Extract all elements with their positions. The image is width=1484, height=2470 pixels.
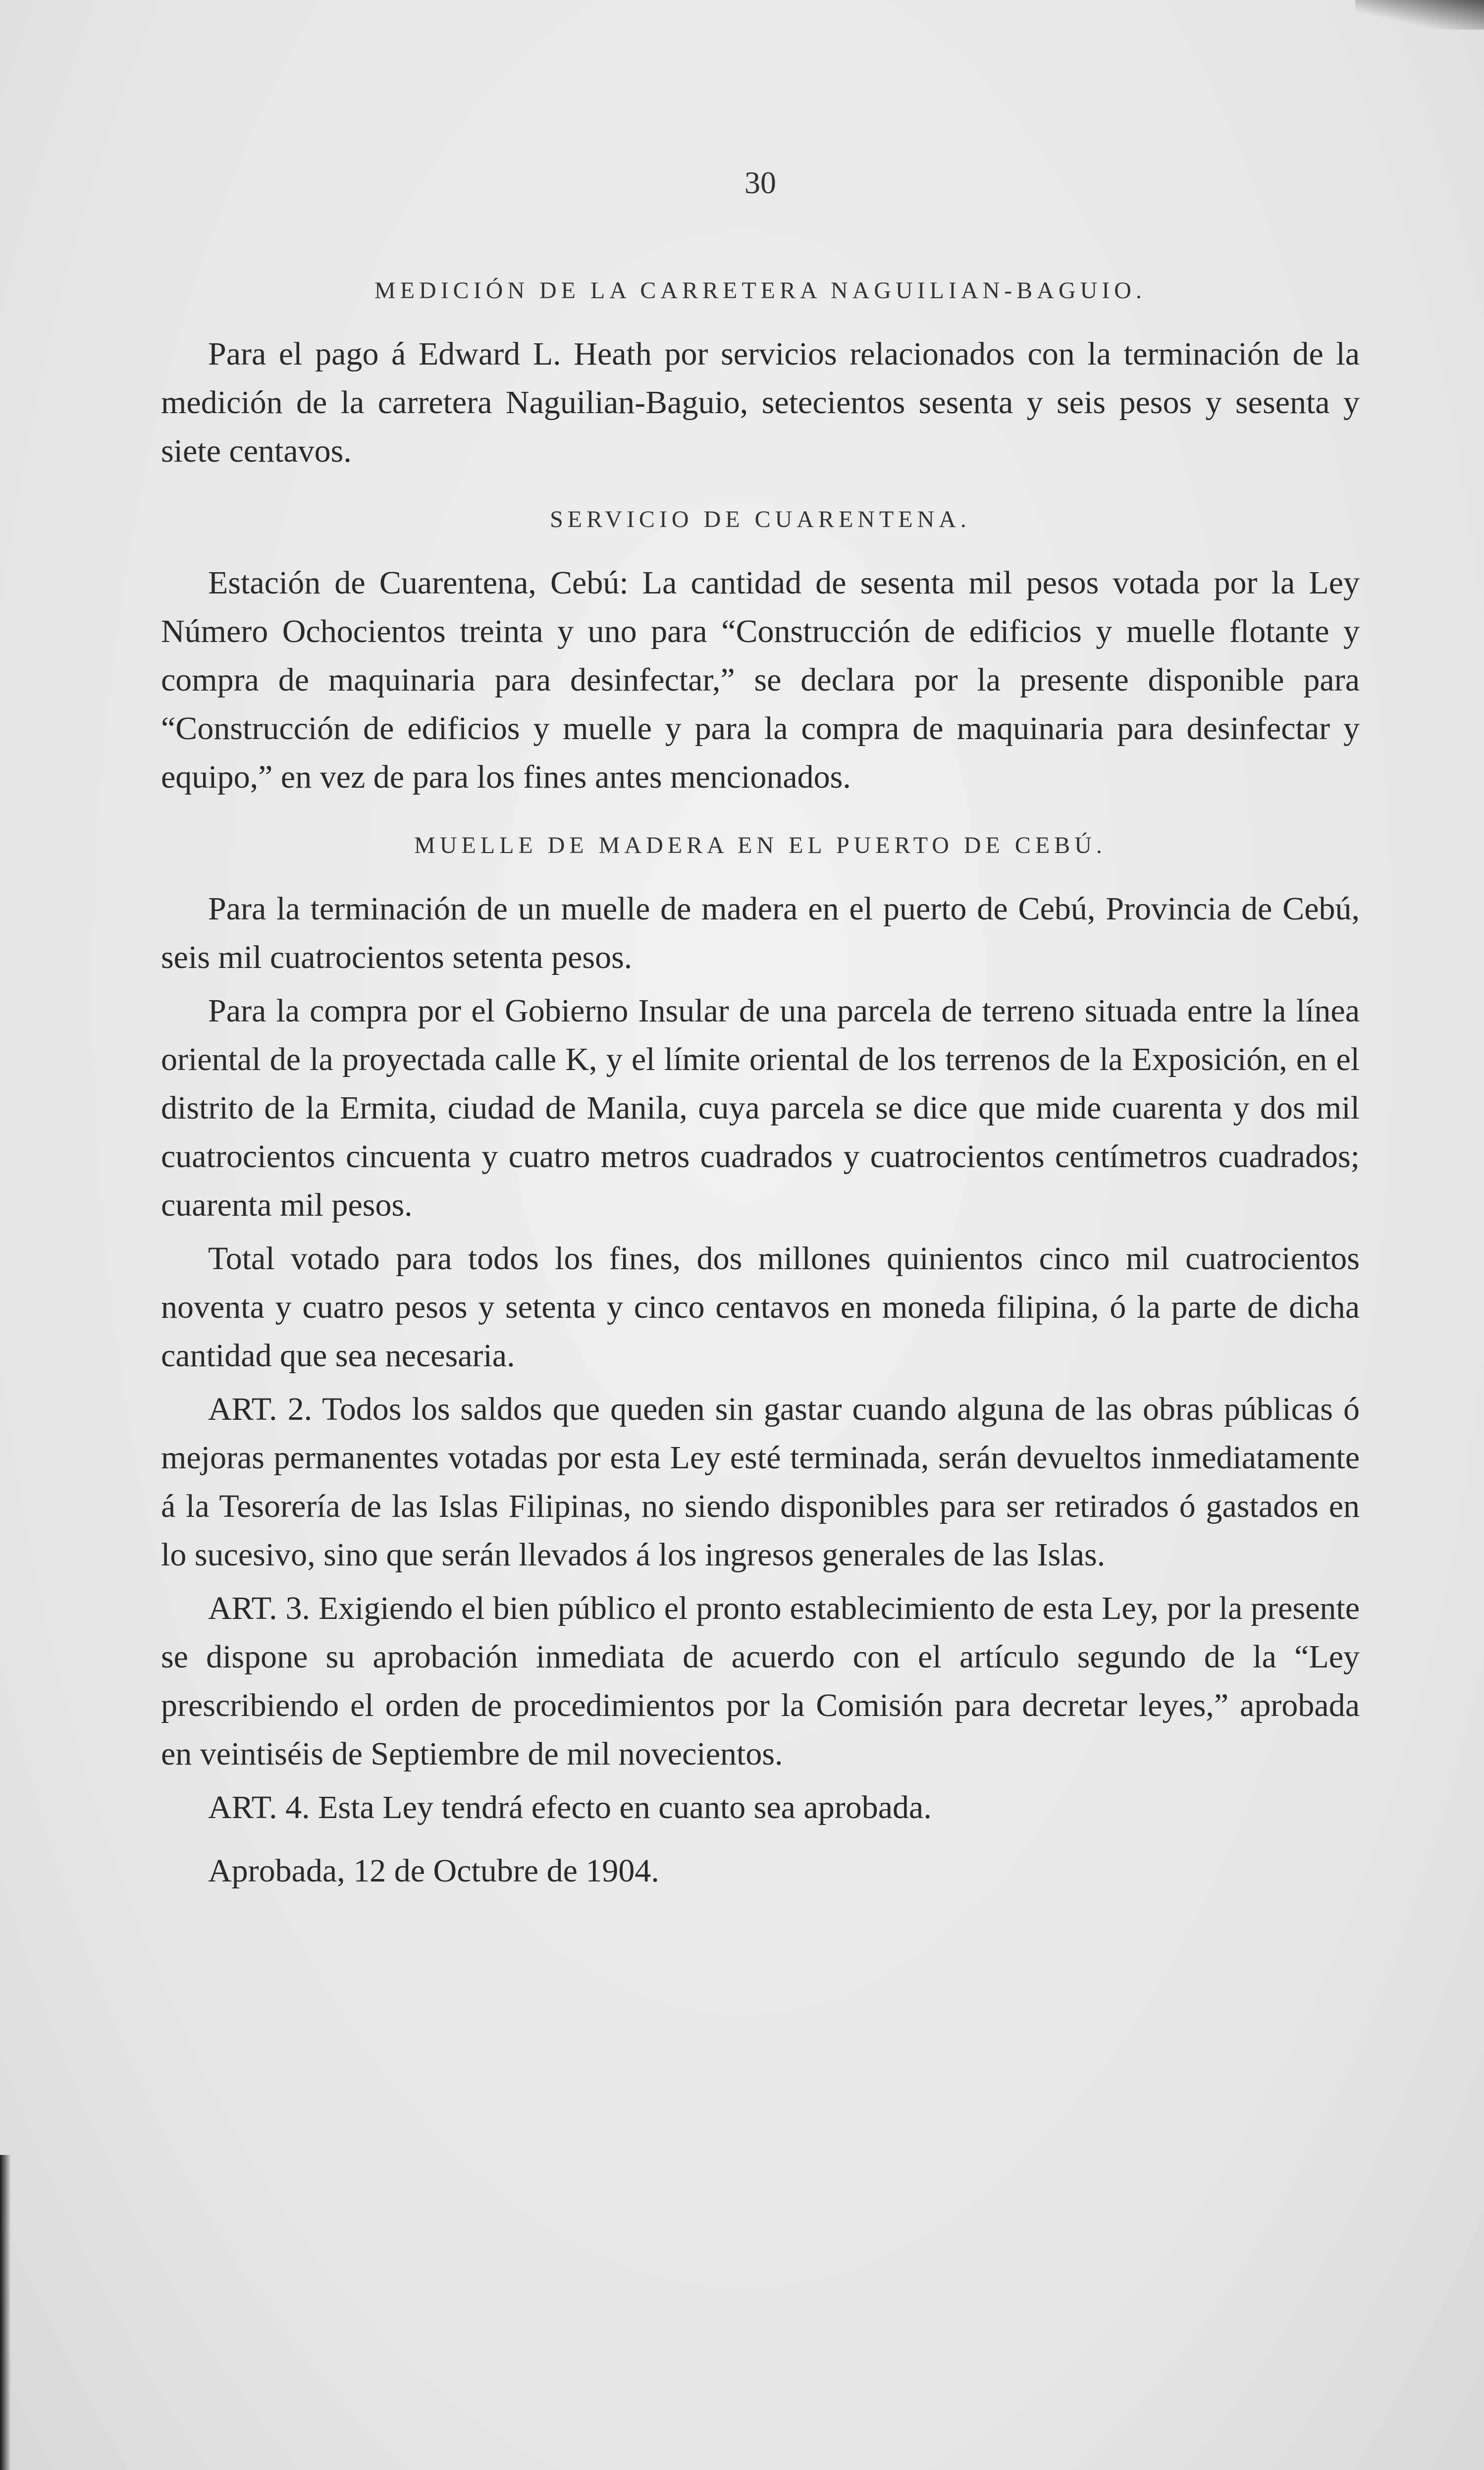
section-heading-muelle: MUELLE DE MADERA EN EL PUERTO DE CEBÚ. (414, 832, 1107, 859)
paragraph-muelle-cebu: Para la terminación de un muelle de madera en el puerto de Cebú, Provincia de Cebú, seis mil cuatrocientos setenta pesos. (161, 891, 1360, 975)
section-heading-carretera: MEDICIÓN DE LA CARRETERA NAGUILIAN-BAGUIO. (374, 277, 1146, 304)
paragraph-estacion-cuarentena: Estación de Cuarentena, Cebú: La cantidad de sesenta mil pesos votada por la Ley Número Ochocientos treinta y uno para “Construcción de edificios y muelle flotante y compra de maquinaria para desinfectar,” se declara por la presente disponible para “Construcción de edificios y muelle y para la compra de maquinaria para desinfectar y equipo,” en vez de para los fines antes mencionados. (161, 565, 1360, 795)
paragraph-fecha-aprobada: Aprobada, 12 de Octubre de 1904. (208, 1853, 659, 1889)
page-content (161, 159, 1360, 1900)
paragraph-total-votado: Total votado para todos los fines, dos millones quinientos cinco mil cuatrocientos noventa y cuatro pesos y setenta y cinco centavos en moneda filipina, ó la parte de dicha cantidad que sea necesaria. (161, 1240, 1360, 1374)
section-heading-cuarentena: SERVICIO DE CUARENTENA. (550, 506, 971, 533)
binding-shadow (0, 2155, 11, 2470)
paragraph-pago-heath: Para el pago á Edward L. Heath por servicios relacionados con la terminación de la medición de la carretera Naguilian-Baguio, setecientos sesenta y seis pesos y sesenta y siete centavos. (161, 336, 1360, 469)
paragraph-articulo-3: ART. 3. Exigiendo el bien público el pronto establecimiento de esta Ley, por la presente se dispone su aprobación inmediata de acuerdo con el artículo segundo de la “Ley prescribiendo el orden de procedimientos por la Comisión para decretar leyes,” aprobada en veintiséis de Septiembre de mil novecientos. (161, 1590, 1360, 1772)
paragraph-parcela-terreno: Para la compra por el Gobierno Insular de una parcela de terreno situada entre la línea oriental de la proyectada calle K, y el límite oriental de los terrenos de la Exposición, en el distrito de la Ermita, ciudad de Manila, cuya parcela se dice que mide cuarenta y dos mil cuatrocientos cincuenta y cuatro metros cuadrados y cuatrocientos centímetros cuadrados; cuarenta mil pesos. (161, 993, 1360, 1223)
paragraph-articulo-4: ART. 4. Esta Ley tendrá efecto en cuanto sea aprobada. (208, 1789, 932, 1826)
page-corner-shadow (1355, 0, 1484, 30)
page-number: 30 (744, 165, 776, 200)
paragraph-articulo-2: ART. 2. Todos los saldos que queden sin gastar cuando alguna de las obras públicas ó mejoras permanentes votadas por esta Ley esté terminada, serán devueltos inmediatamente á la Tesorería de las Islas Filipinas, no siendo disponibles para ser retirados ó gastados en lo sucesivo, sino que serán llevados á los ingresos generales de las Islas. (161, 1391, 1360, 1573)
